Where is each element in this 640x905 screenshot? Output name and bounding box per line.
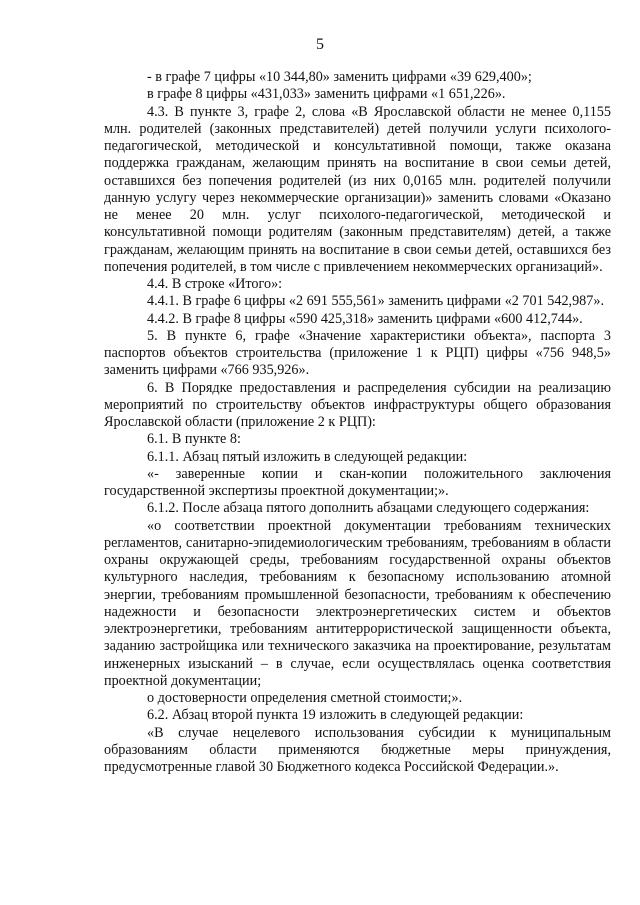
paragraph-4-4-1: 4.4.1. В графе 6 цифры «2 691 555,561» заменить цифрами «2 701 542,987». [147,293,605,310]
paragraph-6-1-1-text: «- заверенные копии и скан-копии положительного заключения государственной экспертизы проектной документации;». [104,465,611,499]
document-body [104,69,611,776]
paragraph-4-4: 4.4. В строке «Итого»: [147,276,283,292]
paragraph-6-1-1: 6.1.1. Абзац пятый изложить в следующей редакции: [147,448,468,465]
page-number: 5 [316,36,324,53]
paragraph-4-4-2: 4.4.2. В графе 8 цифры «590 425,318» заменить цифрами «600 412,744». [147,310,583,327]
paragraph-6: 6. В Порядке предоставления и распределения субсидии на реализацию мероприятий по строительству объектов инфраструктуры общего образования Ярославской области (приложение 2 к РЦП): [104,379,611,430]
paragraph-6-2: 6.2. Абзац второй пункта 19 изложить в следующей редакции: [147,707,524,724]
paragraph-graph7-change: - в графе 7 цифры «10 344,80» заменить цифрами «39 629,400»; [147,69,532,85]
paragraph-6-2-text: «В случае нецелевого использования субсидии к муниципальным образованиям области применяются бюджетные меры принуждения, предусмотренные главой 30 Бюджетного кодекса Российской Федерации.». [104,724,611,775]
paragraph-6-1-2-estimate: о достоверности определения сметной стоимости;». [147,690,463,706]
paragraph-4-3: 4.3. В пункте 3, графе 2, слова «В Ярославской области не менее 0,1155 млн. родителей (законных представителей) детей получили услуги психолого-педагогической, методической и консультативной помощи, также оказана поддержка гражданам, желающим принять на воспитание в свои семьи детей, оставшихся без попечения родителей (из них 0,0165 млн. родителей получили данную услугу через некоммерческие организации)» заменить словами «Оказано не менее 20 млн. услуг психолого-педагогической, методической и консультативной помощи родителям (законным представителям) детей, а также гражданам, желающим принять на воспитание в свои семьи детей, оставшихся без попечения родителей, в том числе с привлечением некоммерческих организаций». [104,103,611,275]
paragraph-6-1-2: 6.1.2. После абзаца пятого дополнить абзацами следующего содержания: [147,500,590,517]
paragraph-graph8-change: в графе 8 цифры «431,033» заменить цифрами «1 651,226». [147,86,506,103]
paragraph-6-1-2-conformity: «о соответствии проектной документации требованиям технических регламентов, санитарно-эпидемиологическим требованиям, требованиям в области охраны окружающей среды, требованиям государственной охраны объектов культурного наследия, требованиям к безопасному использованию атомной энергии, требованиям промышленной безопасности, требованиям к обеспечению надежности и безопасности электроэнергетических систем и объектов электроэнергетики, требованиям антитеррористической защищенности объекта, заданию застройщика или технического заказчика на проектирование, результатам инженерных изысканий – в случае, если осуществлялась оценка соответствия проектной документации; [104,517,611,689]
paragraph-5: 5. В пункте 6, графе «Значение характеристики объекта», паспорта 3 паспортов объектов строительства (приложение 1 к РЦП) цифры «756 948,5» заменить цифрами «766 935,926». [104,327,611,379]
paragraph-6-1: 6.1. В пункте 8: [147,431,241,448]
